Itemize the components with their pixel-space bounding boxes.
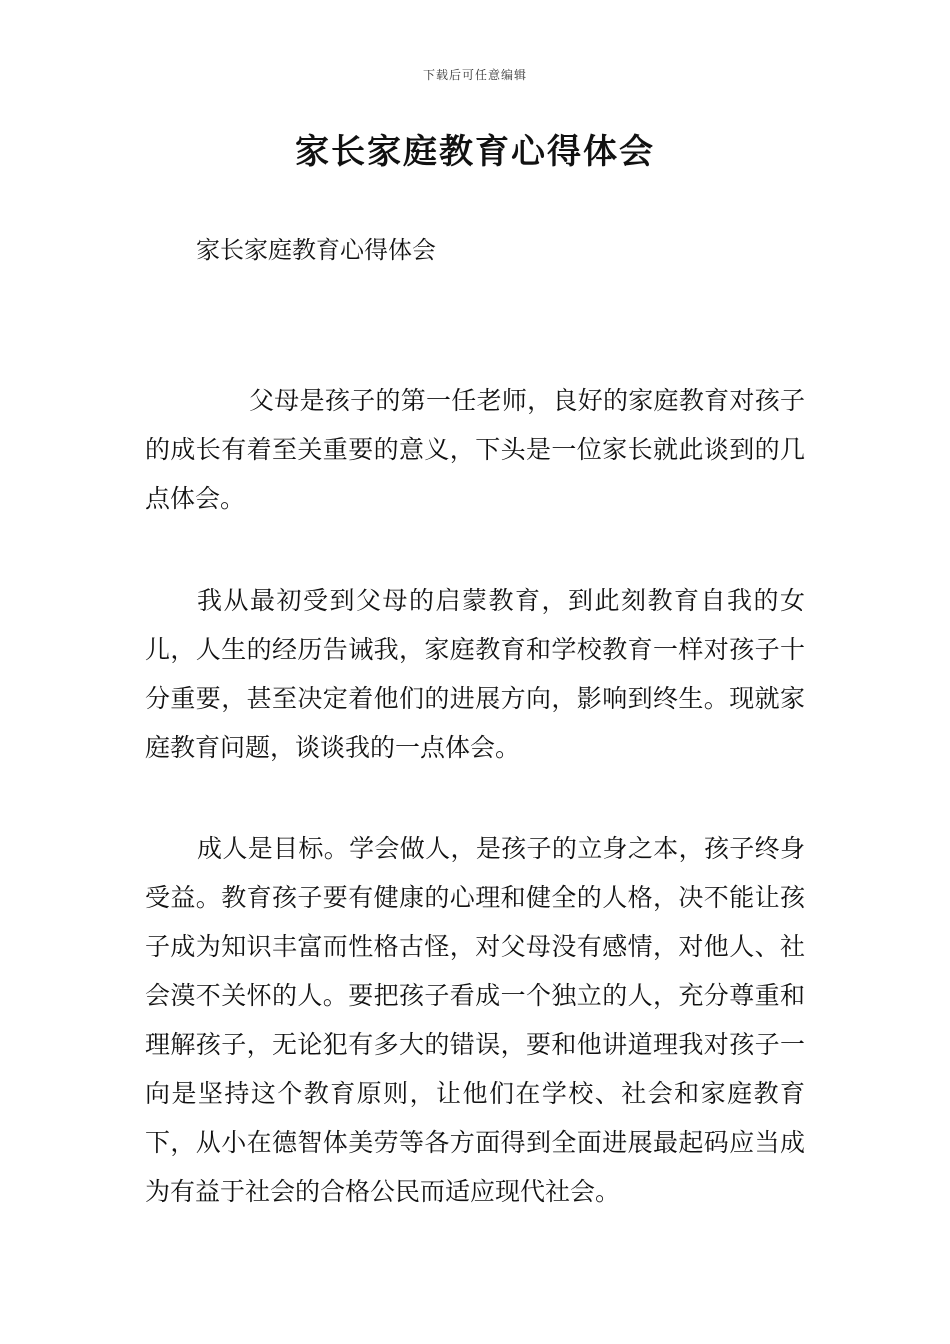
document-subtitle: 家长家庭教育心得体会 [196, 236, 436, 264]
paragraph-1: 父母是孩子的第一任老师，良好的家庭教育对孩子的成长有着至关重要的意义，下头是一位家长就此谈到的几点体会。 [145, 386, 805, 513]
paragraph-3: 成人是目标。学会做人，是孩子的立身之本，孩子终身受益。教育孩子要有健康的心理和健全的人格，决不能让孩子成为知识丰富而性格古怪，对父母没有感情，对他人、社会漠不关怀的人。要把孩子看成一个独立的人，充分尊重和理解孩子，无论犯有多大的错误，要和他讲道理我对孩子一向是坚持这个教育原则，让他们在学校、社会和家庭教育下，从小在德智体美劳等各方面得到全面进展最起码应当成为有益于社会的合格公民而适应现代社会。 [145, 834, 805, 1206]
document-title: 家长家庭教育心得体会 [295, 132, 655, 172]
header-note: 下载后可任意编辑 [422, 68, 527, 82]
paragraph-2: 我从最初受到父母的启蒙教育，到此刻教育自我的女儿，人生的经历告诫我，家庭教育和学校教育一样对孩子十分重要，甚至决定着他们的进展方向，影响到终生。现就家庭教育问题，谈谈我的一点体会。 [145, 586, 805, 762]
